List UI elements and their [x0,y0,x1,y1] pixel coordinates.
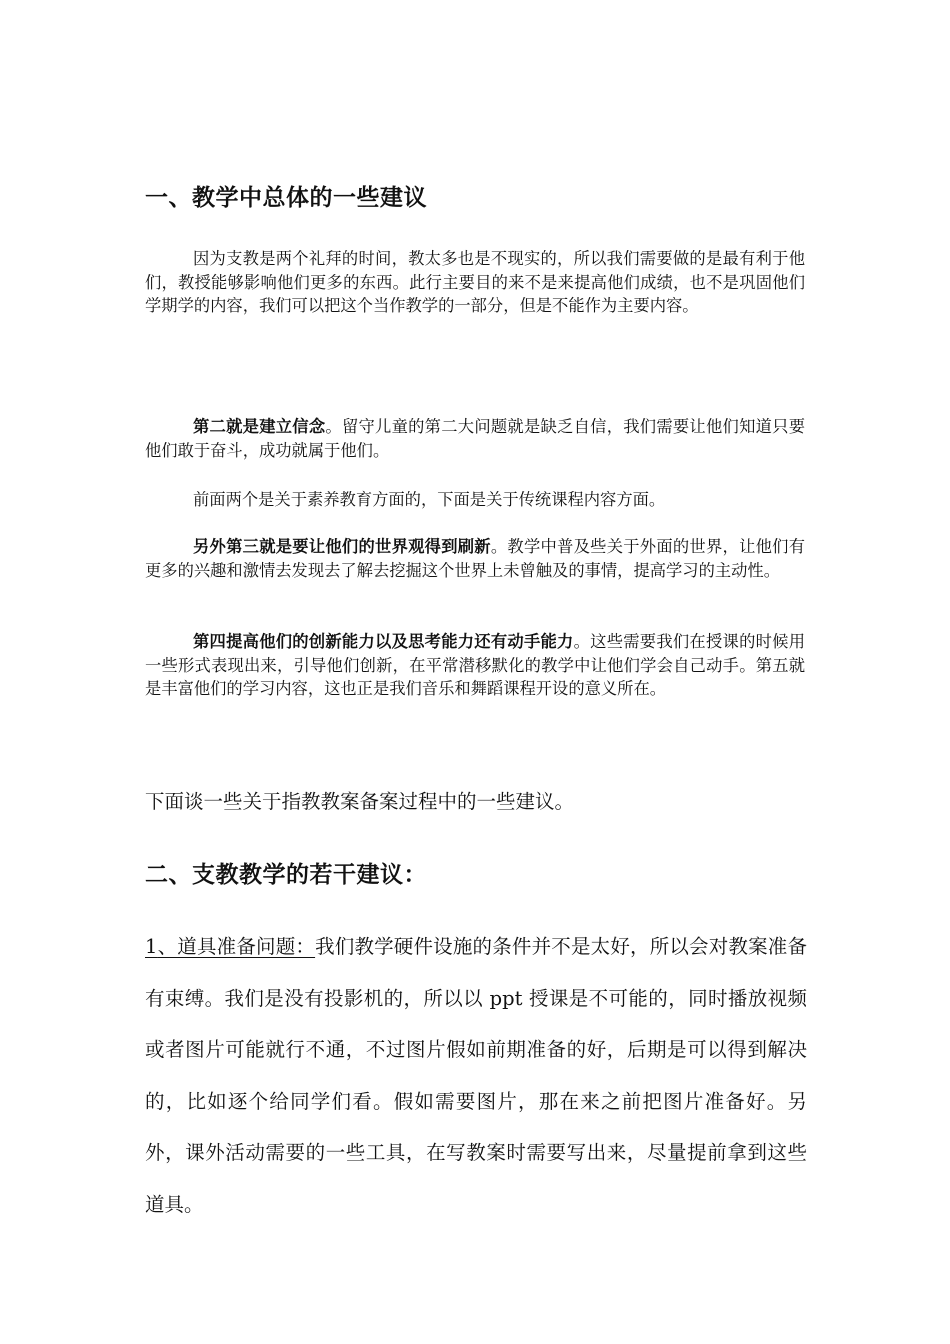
item-1-title: 、道具准备问题： [157,935,316,958]
section1-paragraph-2 [145,415,805,462]
item-1-number: 1 [145,935,158,958]
paragraph-4-emphasis: 第四提高他们的创新能力以及思考能力还有动手能力 [193,632,574,651]
section1-transition-paragraph: 前面两个是关于素养教育方面的，下面是关于传统课程内容方面。 [193,490,666,509]
paragraph-2-emphasis: 第二就是建立信念 [193,417,326,436]
section2-item-1 [145,921,807,1230]
item-1-text: 我们教学硬件设施的条件并不是太好，所以会对教案准备有束缚。我们是没有投影机的，所以以 ppt 授课是不可能的，同时播放视频或者图片可能就行不通，不过图片假如前期准备的好，后期是可以得到解决的，比如逐个给同学们看。假如需要图片，那在来之前把图片准备好。另外，课外活动需要的一些工具，在写教案时需要写出来，尽量提前拿到这些道具。 [145,935,807,1216]
paragraph-3-emphasis: 另外第三就是要让他们的世界观得到刷新 [193,537,491,556]
section1-heading: 一、教学中总体的一些建议 [145,185,427,211]
section2-heading: 二、支教教学的若干建议： [145,862,427,888]
paragraph-4-text: 。这些需要我们在授课的时候用一些形式表现出来，引导他们创新，在平常潜移默化的教学中让他们学会自己动手。第五就是丰富他们的学习内容，这也正是我们音乐和舞蹈课程开设的意义所在。 [145,632,805,698]
section1-intro-paragraph: 因为支教是两个礼拜的时间，教太多也是不现实的，所以我们需要做的是最有利于他们，教授能够影响他们更多的东西。此行主要目的来不是来提高他们成绩，也不是巩固他们学期学的内容，我们可以把这个当作教学的一部分，但是不能作为主要内容。 [145,249,805,315]
lead-sentence: 下面谈一些关于指教教案备案过程中的一些建议。 [145,790,575,813]
paragraph-3-text: 。教学中普及些关于外面的世界，让他们有更多的兴趣和激情去发现去了解去挖掘这个世界上未曾触及的事情，提高学习的主动性。 [145,537,805,580]
section1-paragraph-3 [145,535,805,582]
item-1-label [145,935,315,958]
section1-paragraph-4 [145,630,805,701]
paragraph-2-text: 。留守儿童的第二大问题就是缺乏自信，我们需要让他们知道只要他们敢于奋斗，成功就属于他们。 [145,417,805,460]
